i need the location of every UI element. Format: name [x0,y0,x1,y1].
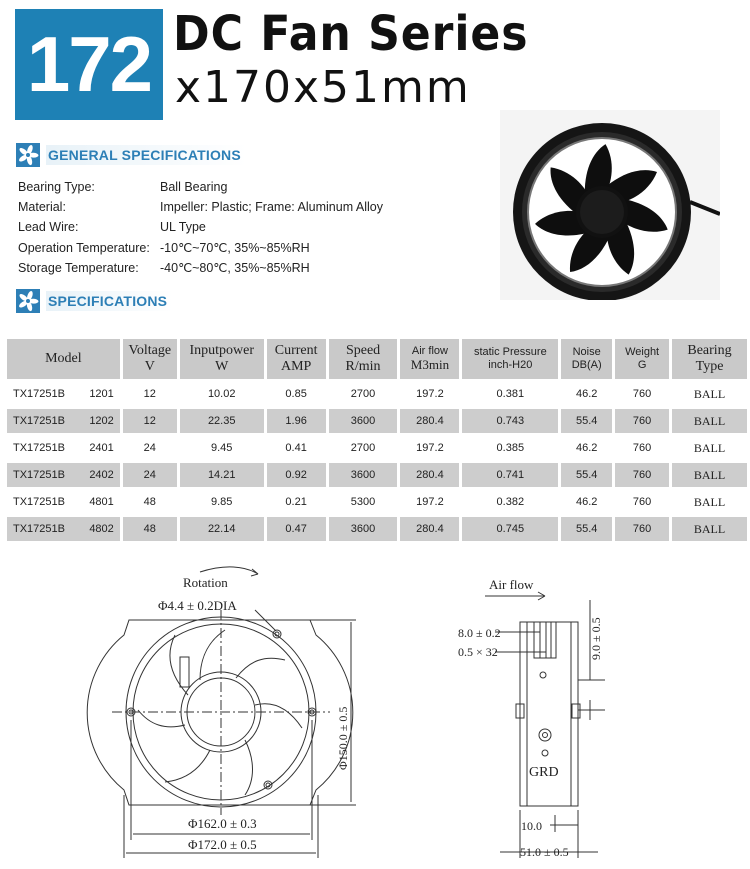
table-row: TX17251B 1202 12 22.35 1.96 3600 280.4 0.743 55.4 760 BALL [7,409,747,433]
specs-table [4,336,750,544]
specs-heading [16,289,173,313]
dim-05-label: 0.5 × 32 [458,645,498,659]
spec-row-bearing: Bearing Type: Ball Bearing [18,180,228,194]
dim-51-label: 51.0 ± 0.5 [520,845,569,859]
dia172-label: Φ172.0 ± 0.5 [188,837,257,852]
col-noise: Noise DB(A) [561,339,612,379]
general-specs-heading [16,143,247,167]
spec-row-lead-wire: Lead Wire: UL Type [18,220,206,234]
airflow-label: Air flow [489,577,534,592]
hole-dim-label: Φ4.4 ± 0.2DIA [158,598,237,613]
series-badge: 172 [15,9,163,120]
table-row: TX17251B 1201 12 10.02 0.85 2700 197.2 0.381 46.2 760 BALL [13,386,726,401]
fan-photo [500,110,720,300]
col-power: Inputpower W [180,339,264,379]
rotation-label: Rotation [183,575,228,590]
table-row: TX17251B 4801 48 9.85 0.21 5300 197.2 0.382 46.2 760 BALL [13,494,726,509]
dim-9-label: 9.0 ± 0.5 [589,617,603,660]
col-pressure: static Pressure inch-H20 [462,339,558,379]
dim-8-label: 8.0 ± 0.2 [458,626,501,640]
technical-drawing [0,560,750,869]
side-view [485,592,605,858]
grd-label: GRD [529,765,559,780]
dim-10-label: 10.0 [521,819,542,833]
spec-row-storage-temp: Storage Temperature: -40℃~80℃, 35%~85%RH [18,261,310,275]
page-subtitle: x170x51mm [175,62,471,113]
dia150-label: Φ150.0 ± 0.5 [336,706,350,770]
col-current: Current AMP [267,339,326,379]
table-row: TX17251B 4802 48 22.14 0.47 3600 280.4 0.745 55.4 760 BALL [7,517,747,541]
page-title: DC Fan Series [173,6,529,62]
col-model: Model [7,339,120,379]
table-row: TX17251B 2402 24 14.21 0.92 3600 280.4 0.741 55.4 760 BALL [7,463,747,487]
general-specs-title: GENERAL SPECIFICATIONS [46,145,247,165]
col-weight: Weight G [615,339,669,379]
col-voltage: Voltage V [123,339,177,379]
table-header-row [7,339,747,379]
table-row: TX17251B 2401 24 9.45 0.41 2700 197.2 0.385 46.2 760 BALL [13,440,726,455]
col-speed: Speed R/min [329,339,398,379]
col-airflow: Air flow M3min [400,339,459,379]
fan-icon [16,143,40,167]
specs-title: SPECIFICATIONS [46,291,173,311]
fan-icon [16,289,40,313]
col-bearing: Bearing Type [672,339,747,379]
spec-row-operation-temp: Operation Temperature: -10℃~70℃, 35%~85%RH [18,241,310,255]
dia162-label: Φ162.0 ± 0.3 [188,816,257,831]
spec-row-material: Material: Impeller: Plastic; Frame: Aluminum Alloy [18,200,383,214]
